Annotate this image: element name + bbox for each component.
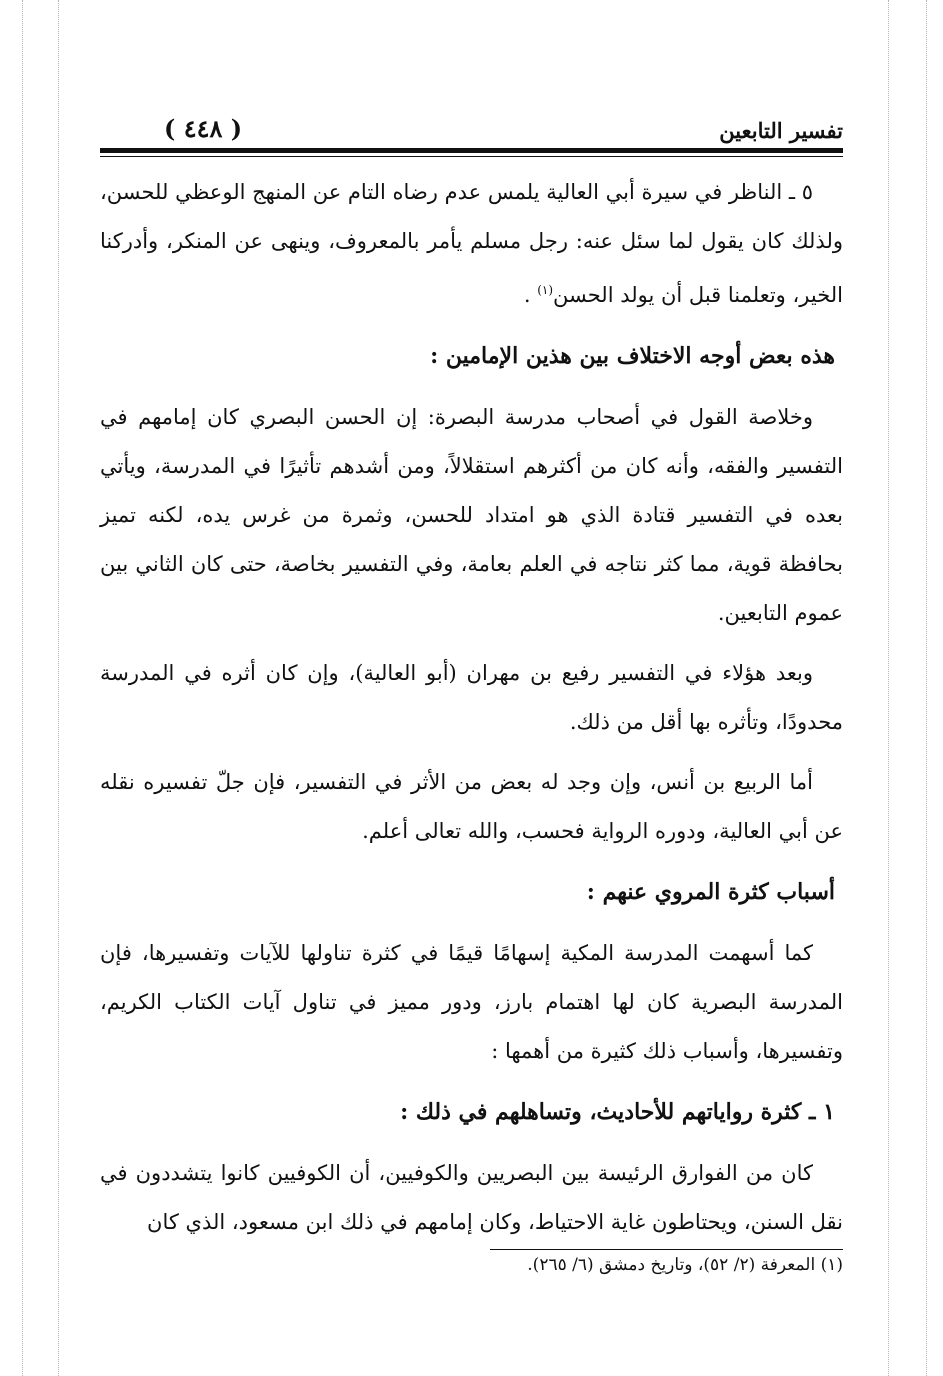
page-body: [100, 168, 843, 1258]
paragraph-4: أما الربيع بن أنس، وإن وجد له بعض من الأثر في التفسير، فإن جلّ تفسيره نقله عن أبي العالية، ودوره الرواية فحسب، والله تعالى أعلم.: [100, 770, 843, 843]
header-rule-thin: [100, 156, 843, 157]
paragraph-1: [100, 168, 843, 320]
scan-dotted-line: [926, 0, 927, 1376]
paragraph-1-end: .: [523, 283, 538, 307]
scan-dotted-line: [888, 0, 889, 1376]
paragraph-2: وخلاصة القول في أصحاب مدرسة البصرة: إن الحسن البصري كان إمامهم في التفسير والفقه، وأنه كان من أكثرهم استقلالاً، ومن أشدهم تأثيرًا في المدرسة، ويأتي بعده في التفسير قتادة الذي هو امتداد للحسن، وثمرة من غرس يده، لكنه تميز بحافظة قوية، مما كثر نتاجه في العلم بعامة، وفي التفسير بخاصة، حتى كان الثاني بين عموم التابعين.: [100, 405, 843, 625]
page-header: [100, 108, 843, 152]
running-title: تفسير التابعين: [719, 118, 843, 143]
section-heading: هذه بعض أوجه الاختلاف بين هذين الإمامين :: [430, 343, 835, 369]
footnote: (١) المعرفة (٢/ ٥٢)، وتاريخ دمشق (٦/ ٢٦٥).: [527, 1255, 843, 1275]
subsection-heading: ١ ـ كثرة رواياتهم للأحاديث، وتساهلهم في ذلك :: [400, 1099, 835, 1125]
section-heading: أسباب كثرة المروي عنهم :: [586, 879, 835, 905]
paragraph-3: وبعد هؤلاء في التفسير رفيع بن مهران (أبو العالية)، وإن كان أثره في المدرسة محدودًا، وتأثره بها أقل من ذلك.: [100, 661, 843, 734]
paragraph-1-text: ٥ ـ الناظر في سيرة أبي العالية يلمس عدم رضاه التام عن المنهج الوعظي للحسن، ولذلك كان يقول لما سئل عنه: رجل مسلم يأمر بالمعروف، وينهى عن المنكر، وأدركنا الخير، وتعلمنا قبل أن يولد الحسن: [100, 180, 843, 307]
scan-dotted-line: [22, 0, 23, 1376]
footnote-ref[interactable]: (١): [537, 283, 554, 297]
scan-dotted-line: [58, 0, 59, 1376]
paragraph-5: كما أسهمت المدرسة المكية إسهامًا قيمًا في كثرة تناولها للآيات وتفسيرها، فإن المدرسة البصرية كان لها اهتمام بارز، ودور مميز في تناول آيات الكتاب الكريم، وتفسيرها، وأسباب ذلك كثيرة من أهمها :: [100, 941, 843, 1063]
paragraph-6: كان من الفوارق الرئيسة بين البصريين والكوفيين، أن الكوفيين كانوا يتشددون في نقل السنن، ويحتاطون غاية الاحتياط، وكان إمامهم في ذلك ابن مسعود، الذي كان: [100, 1161, 843, 1234]
header-rule-thick: [100, 148, 843, 153]
page-number: ( ٤٤٨ ): [164, 114, 243, 143]
